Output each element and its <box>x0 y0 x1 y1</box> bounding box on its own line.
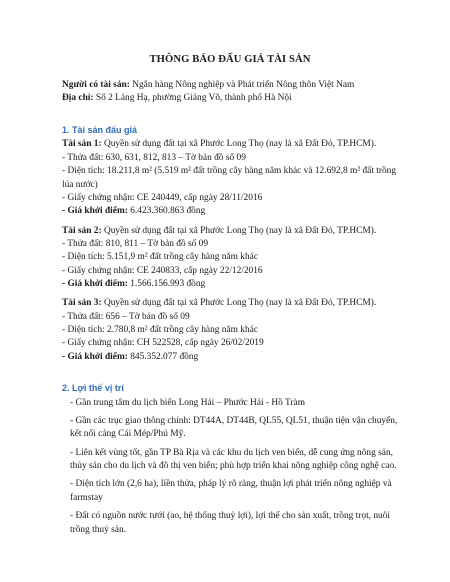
owner-value: Ngân hàng Nông nghiệp và Phát triển Nông thôn Việt Nam <box>129 80 355 91</box>
owner-line <box>62 79 398 92</box>
asset-label: Tài sản 3: <box>62 298 102 309</box>
asset-2 <box>62 225 398 292</box>
location-advantage: - Đất có nguồn nước tưới (ao, hệ thống thuỷ lợi), lợi thế cho sản xuất, trồng trọt, nuôi trồng thuỷ sản. <box>70 511 391 535</box>
location-advantage: - Gần trung tâm du lịch biển Long Hải – Phước Hải - Hồ Tràm <box>70 397 306 408</box>
asset-label: Tài sản 1: <box>62 139 102 150</box>
asset-parcel: - Thửa đất: 630, 631, 812, 813 – Tờ bản đồ số 09 <box>62 152 246 163</box>
owner-label: Người có tài sản: <box>62 80 130 91</box>
asset-certificate: - Giấy chứng nhận: CH 522528, cấp ngày 26/02/2019 <box>62 338 264 349</box>
address-value: Số 2 Láng Hạ, phường Giảng Võ, thành phố Hà Nội <box>93 93 292 104</box>
asset-price <box>62 205 398 218</box>
asset-certificate: - Giấy chứng nhận: CE 240449, cấp ngày 28/11/2016 <box>62 192 263 203</box>
price-label: - Giá khởi điểm: <box>62 278 128 289</box>
asset-parcel: - Thửa đất: 810, 811 – Tờ bản đồ số 09 <box>62 238 209 249</box>
asset-heading <box>62 225 398 238</box>
asset-parcel: - Thửa đất: 656 – Tờ bản đồ số 09 <box>62 311 190 322</box>
asset-heading <box>62 138 398 151</box>
section-location-heading: 2. Lợi thế vị trí <box>62 382 124 393</box>
price-label: - Giá khởi điểm: <box>62 351 128 362</box>
asset-description: Quyền sử dụng đất tại xã Phước Long Thọ (nay là xã Đất Đỏ, TP.HCM). <box>101 139 377 150</box>
asset-heading <box>62 297 398 310</box>
location-advantage: - Diện tích lớn (2,6 ha), liền thửa, pháp lý rõ ràng, thuận lợi phát triển nông nghiệp và farmstay <box>70 479 392 503</box>
asset-certificate: - Giấy chứng nhận: CE 240833, cấp ngày 22/12/2016 <box>62 265 263 276</box>
price-value: 845.352.077 đồng <box>127 351 199 362</box>
price-label: - Giá khởi điểm: <box>62 206 128 217</box>
asset-1 <box>62 138 398 218</box>
location-advantage: - Gần các trục giao thông chính: DT44A, DT44B, QL55, QL51, thuận tiện vận chuyển, kết nối cảng Cái Mép/Phú Mỹ. <box>70 416 398 440</box>
address-label: Địa chỉ: <box>62 93 94 104</box>
asset-price <box>62 278 398 291</box>
address-line <box>62 92 398 105</box>
asset-area: - Diện tích: 18.211,8 m² (5.519 m² đất trồng cây hàng năm khác và 12.692,8 m² đất trồng lúa nước) <box>62 166 397 190</box>
price-value: 6.423.360.863 đồng <box>127 206 206 217</box>
asset-3 <box>62 297 398 364</box>
asset-area: - Diện tích: 2.780,8 m² đất trồng cây hàng năm khác <box>62 324 258 335</box>
asset-area: - Diện tích: 5.151,9 m² đất trồng cây hàng năm khác <box>62 252 258 263</box>
asset-label: Tài sản 2: <box>62 225 102 236</box>
asset-price <box>62 351 398 364</box>
section-assets-heading: 1. Tài sản đấu giá <box>62 124 138 135</box>
location-advantage: - Liên kết vùng tốt, gần TP Bà Rịa và các khu du lịch ven biển, dễ cung ứng nông sản, thủy sản cho du lịch và đô thị ven biển; phù hợp triển khai nông nghiệp công nghệ cao. <box>70 447 397 472</box>
asset-description: Quyền sử dụng đất tại xã Phước Long Thọ (nay là xã Đất Đỏ, TP.HCM). <box>101 225 377 236</box>
asset-description: Quyền sử dụng đất tại xã Phước Long Thọ (nay là xã Đất Đỏ, TP.HCM). <box>101 298 377 309</box>
document-title: THÔNG BÁO ĐẤU GIÁ TÀI SẢN <box>149 54 311 65</box>
price-value: 1.566.156.993 đồng <box>127 278 206 289</box>
